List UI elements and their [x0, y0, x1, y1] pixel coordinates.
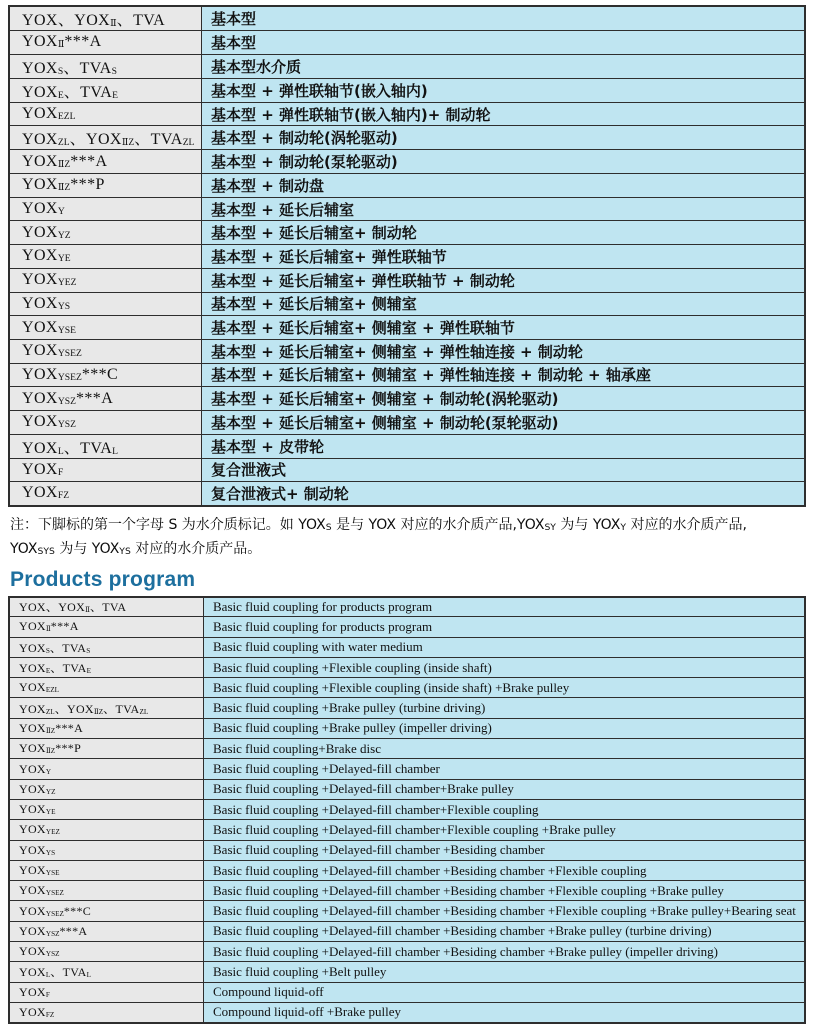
model-code-cell: $YOX_{YZ}$	[9, 221, 202, 245]
table-row	[9, 698, 805, 718]
table-row	[9, 739, 805, 759]
model-code-cell: $YOX_{ⅡZ}***P$	[9, 739, 204, 759]
table-row	[9, 718, 805, 738]
configuration-cell: Basic fluid coupling for products program	[204, 597, 806, 617]
model-code-cell: $YOX_E$、$TVA_E$	[9, 657, 204, 677]
product-table-english	[8, 596, 806, 1024]
products-program-heading: Products program	[10, 567, 196, 591]
water-medium-footnote	[10, 514, 806, 562]
configuration-cell: 复合泄液式+ 制动轮	[202, 482, 806, 506]
table-row	[9, 31, 805, 55]
model-code-cell: $YOX_{YSEZ}$	[9, 881, 204, 901]
model-code-cell: $YOX_L$、$TVA_L$	[9, 434, 202, 458]
configuration-cell: 基本型水介质	[202, 54, 806, 78]
configuration-cell: 基本型 + 延长后辅室+ 侧辅室 + 弹性联轴节	[202, 316, 806, 340]
configuration-cell: 基本型 + 延长后辅室+ 侧辅室 + 弹性轴连接 + 制动轮	[202, 339, 806, 363]
model-code-cell: $YOX_Ⅱ***A$	[9, 617, 204, 637]
model-code-cell: $YOX_F$	[9, 982, 204, 1002]
model-code-cell: $YOX_{ZL}$、$YOX_{ⅡZ}$、$TVA_{ZL}$	[9, 698, 204, 718]
table-row	[9, 126, 805, 150]
configuration-cell: 基本型 + 延长后辅室+ 侧辅室 + 制动轮(泵轮驱动)	[202, 410, 806, 434]
model-code-cell: $YOX_{YZ}$	[9, 779, 204, 799]
model-code-cell: $YOX_{YSZ}***A$	[9, 387, 202, 411]
table-row	[9, 292, 805, 316]
model-code-cell: $YOX_{ⅡZ}***A$	[9, 718, 204, 738]
model-code-cell: $YOX_{YSZ}***A$	[9, 921, 204, 941]
configuration-cell: 基本型 + 延长后辅室+ 制动轮	[202, 221, 806, 245]
configuration-cell: 基本型 + 延长后辅室+ 弹性联轴节 + 制动轮	[202, 268, 806, 292]
model-code-cell: $YOX_Y$	[9, 759, 204, 779]
configuration-cell: Basic fluid coupling+Brake disc	[204, 739, 806, 759]
table-row	[9, 759, 805, 779]
configuration-cell: Basic fluid coupling +Delayed-fill chamber +Besiding chamber +Flexible coupling +Brake pulley+Bearing seat	[204, 901, 806, 921]
configuration-cell: Basic fluid coupling +Brake pulley (turbine driving)	[204, 698, 806, 718]
footnote-line-1: 注：下脚标的第一个字母 S 为水介质标记。如 $YOX_S$ 是与 YOX 对应的水介质产品$,YOX_{SY}$ 为与 $YOX_Y$ 对应的水介质产品,	[10, 516, 747, 533]
table-row	[9, 102, 805, 126]
model-code-cell: $YOX_{YS}$	[9, 840, 204, 860]
model-code-cell: $YOX_{YSEZ}***C$	[9, 363, 202, 387]
configuration-cell: 基本型 + 制动轮(涡轮驱动)	[202, 126, 806, 150]
configuration-cell: Basic fluid coupling +Delayed-fill chamber +Besiding chamber +Brake pulley (impeller driving)	[204, 942, 806, 962]
model-code-cell: $YOX_{FZ}$	[9, 482, 202, 506]
table-row	[9, 339, 805, 363]
product-table-chinese-body	[9, 6, 805, 506]
configuration-cell: 复合泄液式	[202, 458, 806, 482]
configuration-cell: Compound liquid-off	[204, 982, 806, 1002]
table-row	[9, 78, 805, 102]
configuration-cell: 基本型 + 制动盘	[202, 174, 806, 198]
table-row	[9, 799, 805, 819]
model-code-cell: $YOX_{YSEZ}***C$	[9, 901, 204, 921]
table-row	[9, 881, 805, 901]
configuration-cell: Compound liquid-off +Brake pulley	[204, 1002, 806, 1022]
configuration-cell: Basic fluid coupling +Brake pulley (impeller driving)	[204, 718, 806, 738]
configuration-cell: Basic fluid coupling +Delayed-fill chamber+Flexible coupling +Brake pulley	[204, 820, 806, 840]
table-row	[9, 434, 805, 458]
footnote-line-2: $YOX_{SYS}$ 为与 $YOX_{YS}$ 对应的水介质产品。	[10, 540, 262, 557]
configuration-cell: Basic fluid coupling +Flexible coupling (inside shaft) +Brake pulley	[204, 678, 806, 698]
model-code-cell: $YOX_S$、$TVA_S$	[9, 637, 204, 657]
table-row	[9, 410, 805, 434]
table-row	[9, 54, 805, 78]
configuration-cell: 基本型 + 延长后辅室+ 侧辅室 + 制动轮(涡轮驱动)	[202, 387, 806, 411]
table-row	[9, 860, 805, 880]
table-row	[9, 197, 805, 221]
model-code-cell: $YOX_{YSZ}$	[9, 410, 202, 434]
table-row	[9, 597, 805, 617]
table-row	[9, 617, 805, 637]
table-row	[9, 942, 805, 962]
configuration-cell: Basic fluid coupling +Delayed-fill chamber+Flexible coupling	[204, 799, 806, 819]
product-table-chinese	[8, 5, 806, 507]
table-row	[9, 174, 805, 198]
model-code-cell: $YOX_Ⅱ***A$	[9, 31, 202, 55]
configuration-cell: 基本型 + 延长后辅室+ 侧辅室	[202, 292, 806, 316]
table-row	[9, 678, 805, 698]
model-code-cell: $YOX_E$、$TVA_E$	[9, 78, 202, 102]
table-row	[9, 268, 805, 292]
configuration-cell: Basic fluid coupling for products program	[204, 617, 806, 637]
model-code-cell: $YOX_{YSZ}$	[9, 942, 204, 962]
table-row	[9, 482, 805, 506]
table-row	[9, 637, 805, 657]
table-row	[9, 6, 805, 31]
configuration-cell: 基本型 + 弹性联轴节(嵌入轴内)	[202, 78, 806, 102]
configuration-cell: 基本型	[202, 6, 806, 31]
model-code-cell: $YOX_{EZL}$	[9, 678, 204, 698]
model-code-cell: $YOX_{EZL}$	[9, 102, 202, 126]
configuration-cell: Basic fluid coupling +Flexible coupling (inside shaft)	[204, 657, 806, 677]
configuration-cell: Basic fluid coupling +Delayed-fill chamber +Besiding chamber +Flexible coupling	[204, 860, 806, 880]
model-code-cell: $YOX_Y$	[9, 197, 202, 221]
table-row	[9, 245, 805, 269]
configuration-cell: Basic fluid coupling +Delayed-fill chamber +Besiding chamber +Flexible coupling +Brake pulley	[204, 881, 806, 901]
model-code-cell: $YOX_{ZL}$、$YOX_{ⅡZ}$、$TVA_{ZL}$	[9, 126, 202, 150]
table-row	[9, 840, 805, 860]
model-code-cell: $YOX_L$、$TVA_L$	[9, 962, 204, 982]
configuration-cell: 基本型 + 弹性联轴节(嵌入轴内)+ 制动轮	[202, 102, 806, 126]
table-row	[9, 150, 805, 174]
configuration-cell: Basic fluid coupling +Belt pulley	[204, 962, 806, 982]
model-code-cell: $YOX_{ⅡZ}***P$	[9, 174, 202, 198]
model-code-cell: $YOX_{YSE}$	[9, 860, 204, 880]
table-row	[9, 921, 805, 941]
product-table-english-body	[9, 597, 805, 1023]
table-row	[9, 387, 805, 411]
configuration-cell: 基本型 + 制动轮(泵轮驱动)	[202, 150, 806, 174]
model-code-cell: $YOX_{YSE}$	[9, 316, 202, 340]
table-row	[9, 221, 805, 245]
configuration-cell: Basic fluid coupling with water medium	[204, 637, 806, 657]
configuration-cell: Basic fluid coupling +Delayed-fill chamber +Besiding chamber	[204, 840, 806, 860]
model-code-cell: $YOX_{YSEZ}$	[9, 339, 202, 363]
model-code-cell: YOX、$YOX_Ⅱ$、TVA	[9, 6, 202, 31]
table-row	[9, 820, 805, 840]
model-code-cell: $YOX_{YE}$	[9, 799, 204, 819]
table-row	[9, 657, 805, 677]
table-row	[9, 982, 805, 1002]
model-code-cell: $YOX_{ⅡZ}***A$	[9, 150, 202, 174]
model-code-cell: $YOX_S$、$TVA_S$	[9, 54, 202, 78]
configuration-cell: Basic fluid coupling +Delayed-fill chamber+Brake pulley	[204, 779, 806, 799]
model-code-cell: $YOX_{FZ}$	[9, 1002, 204, 1022]
model-code-cell: $YOX_F$	[9, 458, 202, 482]
catalog-page	[0, 5, 814, 1029]
model-code-cell: YOX、$YOX_Ⅱ$、TVA	[9, 597, 204, 617]
model-code-cell: $YOX_{YEZ}$	[9, 820, 204, 840]
configuration-cell: 基本型 + 延长后辅室+ 弹性联轴节	[202, 245, 806, 269]
configuration-cell: 基本型	[202, 31, 806, 55]
table-row	[9, 316, 805, 340]
table-row	[9, 1002, 805, 1022]
model-code-cell: $YOX_{YS}$	[9, 292, 202, 316]
configuration-cell: 基本型 + 延长后辅室+ 侧辅室 + 弹性轴连接 + 制动轮 + 轴承座	[202, 363, 806, 387]
table-row	[9, 363, 805, 387]
model-code-cell: $YOX_{YE}$	[9, 245, 202, 269]
table-row	[9, 779, 805, 799]
table-row	[9, 962, 805, 982]
table-row	[9, 901, 805, 921]
model-code-cell: $YOX_{YEZ}$	[9, 268, 202, 292]
configuration-cell: 基本型 + 延长后辅室	[202, 197, 806, 221]
table-row	[9, 458, 805, 482]
configuration-cell: Basic fluid coupling +Delayed-fill chamber +Besiding chamber +Brake pulley (turbine driving)	[204, 921, 806, 941]
configuration-cell: Basic fluid coupling +Delayed-fill chamber	[204, 759, 806, 779]
configuration-cell: 基本型 + 皮带轮	[202, 434, 806, 458]
